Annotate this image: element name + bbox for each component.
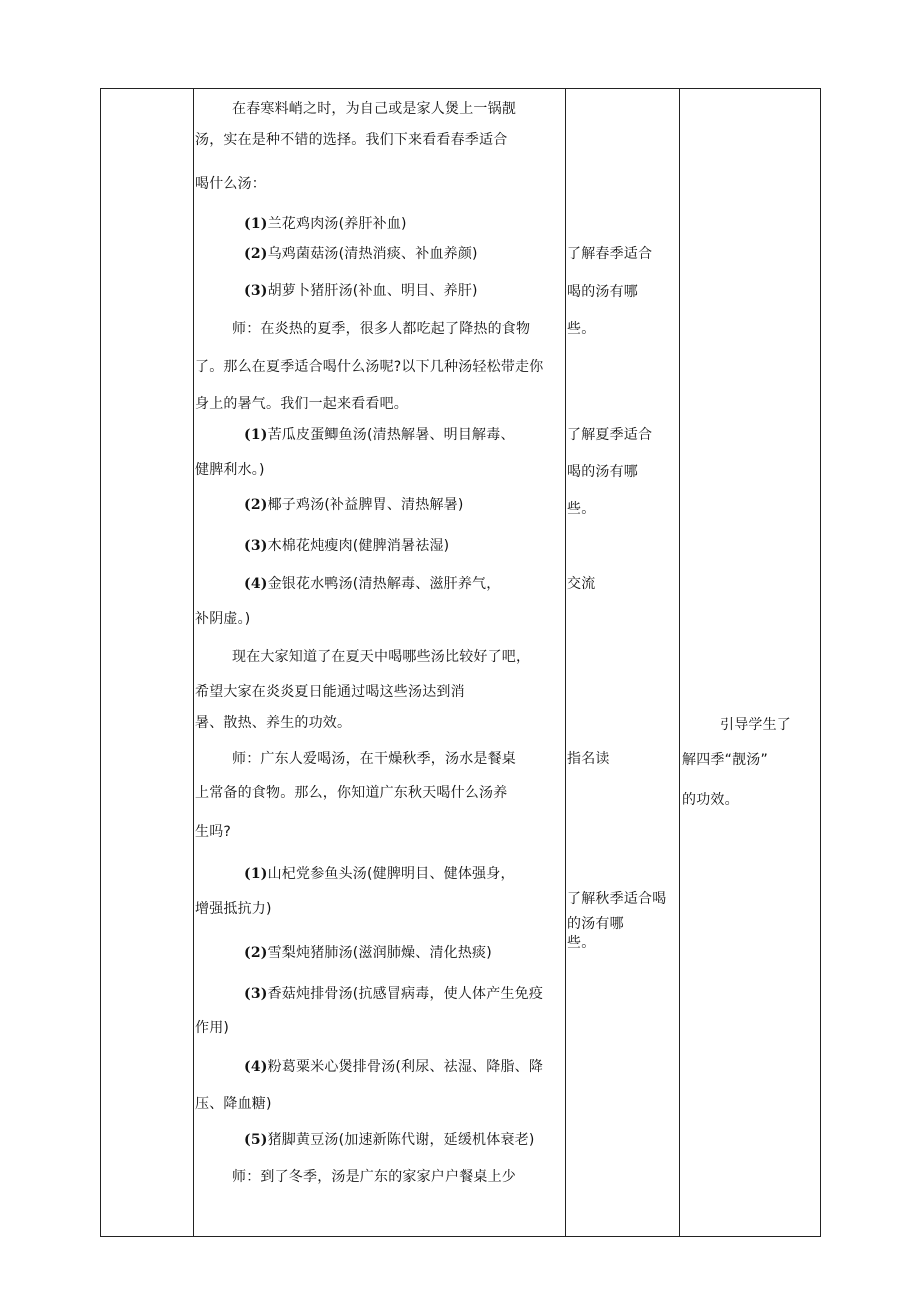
autumn-soup-2: (2)雪梨炖猪肺汤(滋润肺燥、清化热痰) (244, 945, 492, 961)
summer-note-1: 了解夏季适合 (567, 427, 653, 443)
goal-line-1: 引导学生了 (720, 717, 791, 733)
autumn-soup-4: (4)粉葛粟米心煲排骨汤(利尿、祛湿、降脂、降 (244, 1059, 544, 1075)
spring-note-1: 了解春季适合 (567, 246, 653, 262)
goal-line-3: 的功效。 (682, 792, 739, 808)
autumn-soup-1-cont: 增强抵抗力) (195, 901, 272, 917)
spring-note-2: 喝的汤有哪 (567, 284, 638, 300)
autumn-note-1: 了解秋季适合喝 (567, 891, 667, 907)
summer-soup-4: (4)金银花水鸭汤(清热解毒、滋肝养气， (244, 576, 501, 592)
summer-intro-1: 师：在炎热的夏季，很多人都吃起了降热的食物 (232, 321, 531, 337)
column-divider (193, 89, 194, 1236)
autumn-intro-2: 上常备的食物。那么，你知道广东秋天喝什么汤养 (195, 785, 508, 801)
autumn-soup-1: (1)山杞党参鱼头汤(健脾明目、健体强身， (244, 866, 515, 882)
spring-soup-3: (3)胡萝卜猪肝汤(补血、明目、养肝) (244, 283, 478, 299)
spring-soup-2: (2)乌鸡菌菇汤(清热消痰、补血养颜) (244, 246, 478, 262)
autumn-intro-3: 生吗? (195, 824, 232, 840)
autumn-soup-3: (3)香菇炖排骨汤(抗感冒病毒，使人体产生免疫 (244, 986, 544, 1002)
summer-soup-1-cont: 健脾利水。) (195, 462, 265, 478)
summer-soup-4-cont: 补阴虚。) (195, 611, 251, 627)
exchange-label: 交流 (567, 576, 596, 592)
column-divider (679, 89, 680, 1236)
intro-line-3: 喝什么汤： (195, 176, 266, 192)
summer-note-3: 些。 (567, 501, 596, 517)
summer-soup-3: (3)木棉花炖瘦肉(健脾消暑祛湿) (244, 538, 450, 554)
summer-outro-1: 现在大家知道了在夏天中喝哪些汤比较好了吧， (232, 649, 531, 665)
summer-outro-2: 希望大家在炎炎夏日能通过喝这些汤达到消 (195, 684, 465, 700)
column-divider (565, 89, 566, 1236)
spring-soup-1: (1)兰花鸡肉汤(养肝补血) (244, 216, 407, 232)
autumn-soup-4-cont: 压、降血糖) (195, 1096, 272, 1112)
summer-note-2: 喝的汤有哪 (567, 464, 638, 480)
goal-line-2: 解四季“靓汤” (682, 752, 768, 768)
autumn-note-3: 些。 (567, 935, 596, 951)
autumn-note-2: 的汤有哪 (567, 916, 624, 932)
spring-note-3: 些。 (567, 321, 596, 337)
summer-outro-3: 暑、散热、养生的功效。 (195, 715, 352, 731)
summer-soup-1: (1)苦瓜皮蛋鲫鱼汤(清热解暑、明目解毒、 (244, 427, 515, 443)
autumn-intro-1: 师：广东人爱喝汤，在干燥秋季，汤水是餐桌 (232, 751, 516, 767)
intro-line-2: 汤，实在是种不错的选择。我们下来看看春季适合 (195, 132, 508, 148)
winter-intro: 师：到了冬季，汤是广东的家家户户餐桌上少 (232, 1169, 516, 1185)
summer-intro-2: 了。那么在夏季适合喝什么汤呢?以下几种汤轻松带走你 (195, 359, 544, 375)
read-label: 指名读 (567, 751, 610, 767)
summer-soup-2: (2)椰子鸡汤(补益脾胃、清热解暑) (244, 497, 464, 513)
intro-line-1: 在春寒料峭之时，为自己或是家人煲上一锅靓 (232, 101, 516, 117)
summer-intro-3: 身上的暑气。我们一起来看看吧。 (195, 396, 408, 412)
autumn-soup-3-cont: 作用) (195, 1020, 230, 1036)
autumn-soup-5: (5)猪脚黄豆汤(加速新陈代谢，延缓机体衰老) (244, 1132, 535, 1148)
